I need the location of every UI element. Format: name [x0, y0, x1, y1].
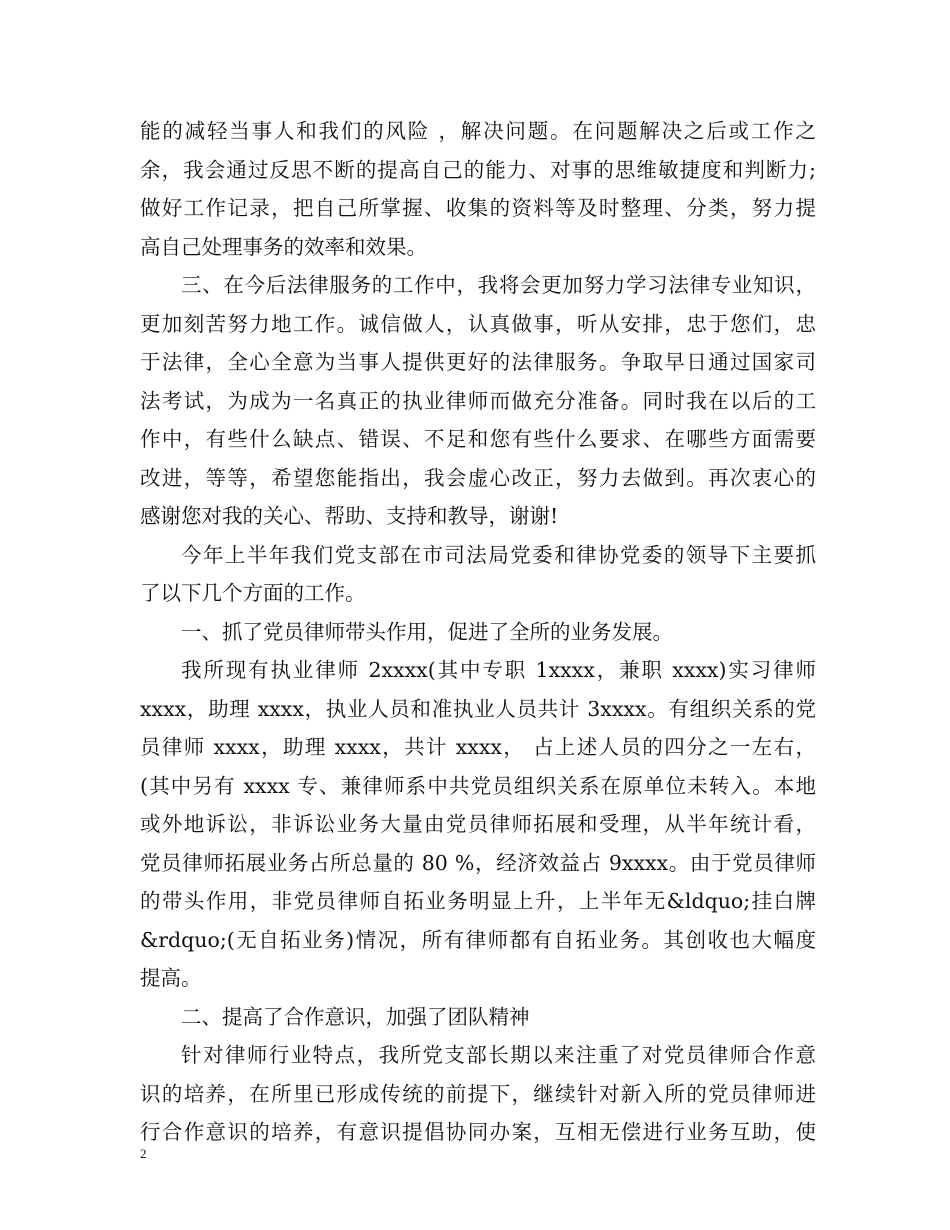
text-line: 做好工作记录，把自己所掌握、收集的资料等及时整理、分类，努力提	[140, 196, 816, 220]
text-line: 高自己处理事务的效率和效果。	[140, 234, 427, 259]
text-line: 党员律师拓展业务占所总量的 80 %，经济效益占 9xxxx。由于党员律师	[140, 850, 816, 875]
text-line: 了以下几个方面的工作。	[140, 581, 366, 605]
text-line: (其中另有 xxxx 专、兼律师系中共党员组织关系在原单位未转入。本地	[140, 773, 816, 798]
text-line: 行合作意识的培养，有意识提倡协同办案，互相无偿进行业务互助，使	[140, 1120, 816, 1144]
paragraph-start-line: 我所现有执业律师 2xxxx(其中专职 1xxxx，兼职 xxxx)实习律师	[181, 658, 816, 682]
text-line: 的带头作用，非党员律师自拓业务明显上升，上半年无&ldquo;挂白牌	[140, 889, 816, 913]
text-line: 感谢您对我的关心、帮助、支持和教导，谢谢!	[140, 504, 559, 528]
paragraph-start-line: 针对律师行业特点，我所党支部长期以来注重了对党员律师合作意	[181, 1043, 816, 1067]
section-heading: 一、抓了党员律师带头作用，促进了全所的业务发展。	[181, 619, 673, 644]
text-line: xxxx，助理 xxxx，执业人员和准执业人员共计 3xxxx。有组织关系的党	[140, 696, 816, 721]
text-line: 员律师 xxxx，助理 xxxx，共计 xxxx， 占上述人员的四分之一左右，	[140, 735, 816, 759]
text-line: 更加刻苦努力地工作。诚信做人，认真做事，听从安排，忠于您们，忠	[140, 311, 816, 336]
text-line: 改进，等等，希望您能指出，我会虚心改正，努力去做到。再次衷心的	[140, 465, 816, 490]
text-line: 余，我会通过反思不断的提高自己的能力、对事的思维敏捷度和判断力;	[140, 157, 816, 182]
text-line: 或外地诉讼，非诉讼业务大量由党员律师拓展和受理，从半年统计看，	[140, 812, 816, 836]
text-line: 法考试，为成为一名真正的执业律师而做充分准备。同时我在以后的工	[140, 388, 816, 413]
paragraph-start-line: 三、在今后法律服务的工作中，我将会更加努力学习法律专业知识，	[181, 273, 816, 297]
body-text	[140, 112, 816, 1152]
text-line: 作中，有些什么缺点、错误、不足和您有些什么要求、在哪些方面需要	[140, 427, 816, 451]
page-number: 2	[140, 1146, 147, 1161]
text-line: 识的培养，在所里已形成传统的前提下，继续针对新入所的党员律师进	[140, 1081, 816, 1106]
text-line: 能的减轻当事人和我们的风险 ，解决问题。在问题解决之后或工作之	[140, 119, 816, 143]
section-heading: 二、提高了合作意识，加强了团队精神	[181, 1004, 530, 1029]
text-line: &rdquo;(无自拓业务)情况，所有律师都有自拓业务。其创收也大幅度	[140, 927, 816, 952]
text-line: 于法律，全心全意为当事人提供更好的法律服务。争取早日通过国家司	[140, 350, 816, 374]
paragraph-start-line: 今年上半年我们党支部在市司法局党委和律协党委的领导下主要抓	[181, 542, 816, 567]
text-line: 提高。	[140, 966, 202, 990]
